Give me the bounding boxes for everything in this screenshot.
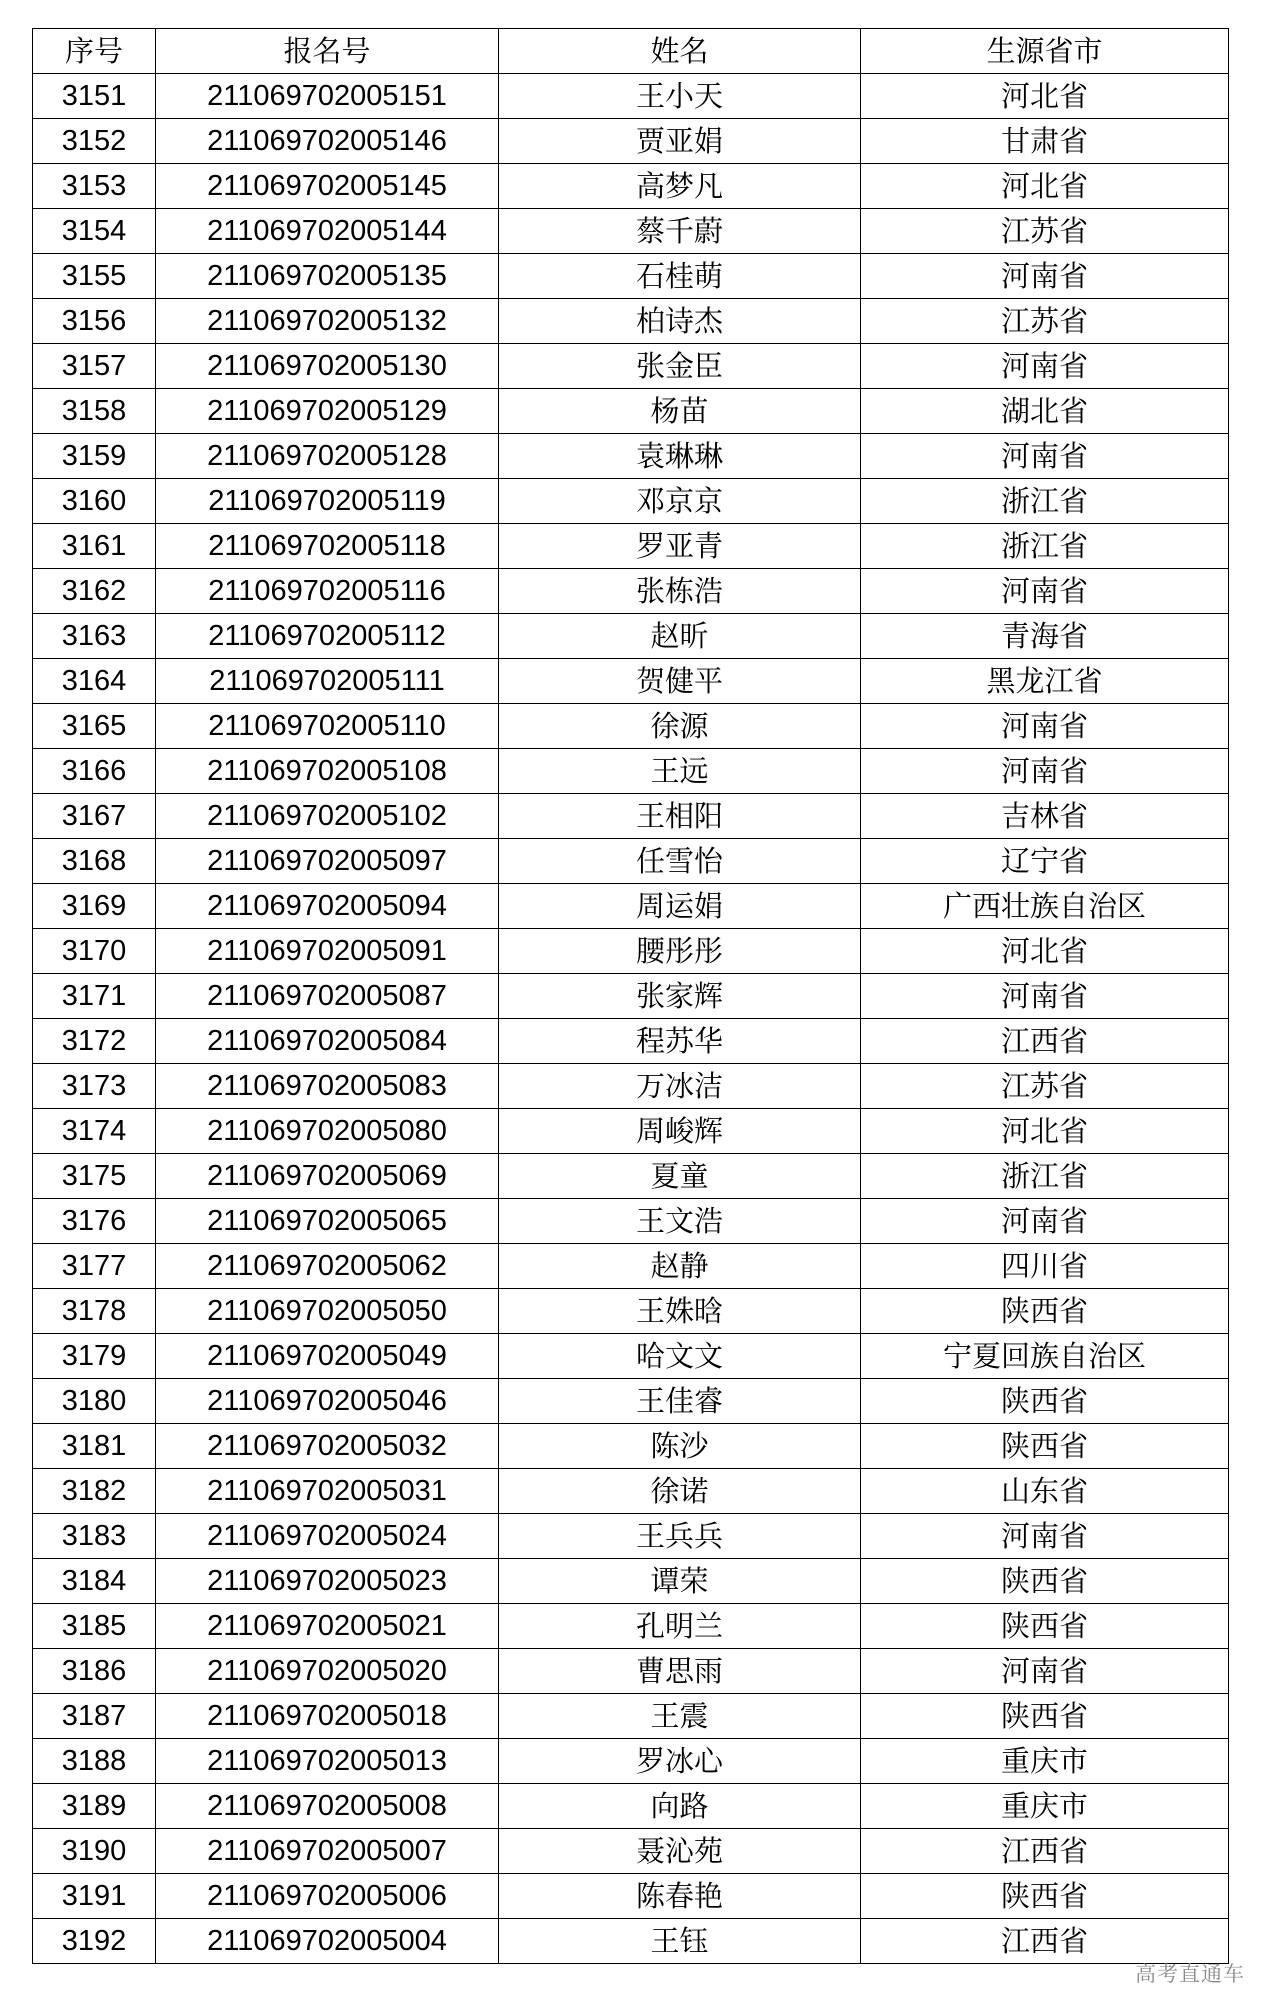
registration-number-cell: 211069702005116 xyxy=(156,569,499,614)
origin-province-cell: 河北省 xyxy=(861,74,1229,119)
registration-number-cell: 211069702005084 xyxy=(156,1019,499,1064)
roster-table xyxy=(32,28,1229,1964)
registration-number-cell: 211069702005151 xyxy=(156,74,499,119)
table-row xyxy=(33,1154,1229,1199)
origin-province-cell: 青海省 xyxy=(861,614,1229,659)
origin-province-cell: 四川省 xyxy=(861,1244,1229,1289)
serial-cell: 3162 xyxy=(33,569,156,614)
serial-cell: 3186 xyxy=(33,1649,156,1694)
table-row xyxy=(33,74,1229,119)
origin-province-cell: 辽宁省 xyxy=(861,839,1229,884)
registration-number-cell: 211069702005091 xyxy=(156,929,499,974)
origin-province-cell: 河南省 xyxy=(861,704,1229,749)
origin-province-cell: 陕西省 xyxy=(861,1289,1229,1334)
origin-province-cell: 江苏省 xyxy=(861,209,1229,254)
serial-cell: 3174 xyxy=(33,1109,156,1154)
registration-number-cell: 211069702005020 xyxy=(156,1649,499,1694)
serial-cell: 3171 xyxy=(33,974,156,1019)
origin-province-cell: 江苏省 xyxy=(861,1064,1229,1109)
name-cell: 王文浩 xyxy=(499,1199,861,1244)
serial-cell: 3164 xyxy=(33,659,156,704)
table-row xyxy=(33,1334,1229,1379)
table-row xyxy=(33,1469,1229,1514)
name-cell: 袁琳琳 xyxy=(499,434,861,479)
registration-number-cell: 211069702005146 xyxy=(156,119,499,164)
registration-number-cell: 211069702005050 xyxy=(156,1289,499,1334)
serial-cell: 3170 xyxy=(33,929,156,974)
origin-province-cell: 河北省 xyxy=(861,1109,1229,1154)
registration-number-cell: 211069702005102 xyxy=(156,794,499,839)
table-row xyxy=(33,1064,1229,1109)
serial-cell: 3153 xyxy=(33,164,156,209)
name-cell: 任雪怡 xyxy=(499,839,861,884)
table-row xyxy=(33,929,1229,974)
table-row xyxy=(33,1649,1229,1694)
registration-number-cell: 211069702005097 xyxy=(156,839,499,884)
name-cell: 向路 xyxy=(499,1784,861,1829)
name-cell: 王钰 xyxy=(499,1919,861,1964)
origin-province-cell: 江西省 xyxy=(861,1829,1229,1874)
registration-number-cell: 211069702005130 xyxy=(156,344,499,389)
name-cell: 邓京京 xyxy=(499,479,861,524)
registration-number-cell: 211069702005032 xyxy=(156,1424,499,1469)
registration-number-cell: 211069702005083 xyxy=(156,1064,499,1109)
serial-cell: 3184 xyxy=(33,1559,156,1604)
registration-number-cell: 211069702005065 xyxy=(156,1199,499,1244)
serial-cell: 3168 xyxy=(33,839,156,884)
name-cell: 杨苗 xyxy=(499,389,861,434)
origin-province-cell: 浙江省 xyxy=(861,1154,1229,1199)
serial-cell: 3154 xyxy=(33,209,156,254)
name-cell: 王兵兵 xyxy=(499,1514,861,1559)
origin-province-cell: 重庆市 xyxy=(861,1784,1229,1829)
header-registration-number: 报名号 xyxy=(156,29,499,74)
serial-cell: 3156 xyxy=(33,299,156,344)
name-cell: 王远 xyxy=(499,749,861,794)
serial-cell: 3152 xyxy=(33,119,156,164)
serial-cell: 3178 xyxy=(33,1289,156,1334)
registration-number-cell: 211069702005023 xyxy=(156,1559,499,1604)
table-row xyxy=(33,1109,1229,1154)
registration-number-cell: 211069702005062 xyxy=(156,1244,499,1289)
serial-cell: 3160 xyxy=(33,479,156,524)
serial-cell: 3179 xyxy=(33,1334,156,1379)
name-cell: 万冰洁 xyxy=(499,1064,861,1109)
document-sheet xyxy=(32,28,1228,1964)
serial-cell: 3159 xyxy=(33,434,156,479)
registration-number-cell: 211069702005108 xyxy=(156,749,499,794)
serial-cell: 3188 xyxy=(33,1739,156,1784)
origin-province-cell: 陕西省 xyxy=(861,1379,1229,1424)
registration-number-cell: 211069702005021 xyxy=(156,1604,499,1649)
origin-province-cell: 陕西省 xyxy=(861,1424,1229,1469)
table-row xyxy=(33,1559,1229,1604)
header-serial: 序号 xyxy=(33,29,156,74)
name-cell: 王震 xyxy=(499,1694,861,1739)
table-row xyxy=(33,569,1229,614)
registration-number-cell: 211069702005128 xyxy=(156,434,499,479)
origin-province-cell: 山东省 xyxy=(861,1469,1229,1514)
table-row xyxy=(33,884,1229,929)
origin-province-cell: 河南省 xyxy=(861,749,1229,794)
serial-cell: 3183 xyxy=(33,1514,156,1559)
name-cell: 徐诺 xyxy=(499,1469,861,1514)
serial-cell: 3175 xyxy=(33,1154,156,1199)
name-cell: 高梦凡 xyxy=(499,164,861,209)
table-row xyxy=(33,1784,1229,1829)
name-cell: 腰彤彤 xyxy=(499,929,861,974)
origin-province-cell: 甘肃省 xyxy=(861,119,1229,164)
table-row xyxy=(33,794,1229,839)
table-row xyxy=(33,344,1229,389)
table-row xyxy=(33,1244,1229,1289)
name-cell: 周运娟 xyxy=(499,884,861,929)
registration-number-cell: 211069702005132 xyxy=(156,299,499,344)
name-cell: 陈春艳 xyxy=(499,1874,861,1919)
registration-number-cell: 211069702005007 xyxy=(156,1829,499,1874)
table-row xyxy=(33,479,1229,524)
origin-province-cell: 陕西省 xyxy=(861,1874,1229,1919)
registration-number-cell: 211069702005129 xyxy=(156,389,499,434)
registration-number-cell: 211069702005094 xyxy=(156,884,499,929)
origin-province-cell: 河南省 xyxy=(861,1649,1229,1694)
registration-number-cell: 211069702005112 xyxy=(156,614,499,659)
registration-number-cell: 211069702005069 xyxy=(156,1154,499,1199)
table-row xyxy=(33,1199,1229,1244)
table-row xyxy=(33,1829,1229,1874)
table-row xyxy=(33,1874,1229,1919)
origin-province-cell: 江苏省 xyxy=(861,299,1229,344)
origin-province-cell: 浙江省 xyxy=(861,524,1229,569)
origin-province-cell: 河南省 xyxy=(861,1514,1229,1559)
origin-province-cell: 河南省 xyxy=(861,254,1229,299)
registration-number-cell: 211069702005006 xyxy=(156,1874,499,1919)
name-cell: 石桂萌 xyxy=(499,254,861,299)
registration-number-cell: 211069702005024 xyxy=(156,1514,499,1559)
origin-province-cell: 河南省 xyxy=(861,569,1229,614)
name-cell: 贺健平 xyxy=(499,659,861,704)
registration-number-cell: 211069702005087 xyxy=(156,974,499,1019)
serial-cell: 3157 xyxy=(33,344,156,389)
registration-number-cell: 211069702005004 xyxy=(156,1919,499,1964)
origin-province-cell: 河南省 xyxy=(861,344,1229,389)
table-row xyxy=(33,1514,1229,1559)
table-row xyxy=(33,704,1229,749)
registration-number-cell: 211069702005013 xyxy=(156,1739,499,1784)
serial-cell: 3182 xyxy=(33,1469,156,1514)
registration-number-cell: 211069702005110 xyxy=(156,704,499,749)
serial-cell: 3169 xyxy=(33,884,156,929)
name-cell: 张栋浩 xyxy=(499,569,861,614)
table-row xyxy=(33,299,1229,344)
name-cell: 哈文文 xyxy=(499,1334,861,1379)
serial-cell: 3155 xyxy=(33,254,156,299)
table-header-row xyxy=(33,29,1229,74)
origin-province-cell: 河南省 xyxy=(861,1199,1229,1244)
origin-province-cell: 广西壮族自治区 xyxy=(861,884,1229,929)
name-cell: 蔡千蔚 xyxy=(499,209,861,254)
origin-province-cell: 重庆市 xyxy=(861,1739,1229,1784)
registration-number-cell: 211069702005144 xyxy=(156,209,499,254)
header-name: 姓名 xyxy=(499,29,861,74)
origin-province-cell: 江西省 xyxy=(861,1019,1229,1064)
origin-province-cell: 江西省 xyxy=(861,1919,1229,1964)
table-row xyxy=(33,659,1229,704)
serial-cell: 3192 xyxy=(33,1919,156,1964)
name-cell: 孔明兰 xyxy=(499,1604,861,1649)
name-cell: 周峻辉 xyxy=(499,1109,861,1154)
serial-cell: 3176 xyxy=(33,1199,156,1244)
table-body xyxy=(33,74,1229,1964)
registration-number-cell: 211069702005049 xyxy=(156,1334,499,1379)
table-row xyxy=(33,524,1229,569)
table-row xyxy=(33,1424,1229,1469)
name-cell: 赵昕 xyxy=(499,614,861,659)
table-row xyxy=(33,974,1229,1019)
name-cell: 曹思雨 xyxy=(499,1649,861,1694)
name-cell: 夏童 xyxy=(499,1154,861,1199)
origin-province-cell: 河南省 xyxy=(861,974,1229,1019)
table-row xyxy=(33,1289,1229,1334)
registration-number-cell: 211069702005031 xyxy=(156,1469,499,1514)
serial-cell: 3167 xyxy=(33,794,156,839)
serial-cell: 3158 xyxy=(33,389,156,434)
table-row xyxy=(33,389,1229,434)
table-row xyxy=(33,254,1229,299)
origin-province-cell: 湖北省 xyxy=(861,389,1229,434)
serial-cell: 3173 xyxy=(33,1064,156,1109)
serial-cell: 3185 xyxy=(33,1604,156,1649)
name-cell: 赵静 xyxy=(499,1244,861,1289)
table-row xyxy=(33,614,1229,659)
registration-number-cell: 211069702005080 xyxy=(156,1109,499,1154)
header-origin-province: 生源省市 xyxy=(861,29,1229,74)
origin-province-cell: 河南省 xyxy=(861,434,1229,479)
registration-number-cell: 211069702005046 xyxy=(156,1379,499,1424)
table-row xyxy=(33,749,1229,794)
serial-cell: 3180 xyxy=(33,1379,156,1424)
serial-cell: 3165 xyxy=(33,704,156,749)
table-row xyxy=(33,1919,1229,1964)
origin-province-cell: 吉林省 xyxy=(861,794,1229,839)
name-cell: 徐源 xyxy=(499,704,861,749)
name-cell: 王小天 xyxy=(499,74,861,119)
serial-cell: 3163 xyxy=(33,614,156,659)
table-row xyxy=(33,164,1229,209)
table-row xyxy=(33,1379,1229,1424)
serial-cell: 3151 xyxy=(33,74,156,119)
name-cell: 谭荣 xyxy=(499,1559,861,1604)
name-cell: 柏诗杰 xyxy=(499,299,861,344)
name-cell: 张金臣 xyxy=(499,344,861,389)
name-cell: 罗亚青 xyxy=(499,524,861,569)
name-cell: 王姝晗 xyxy=(499,1289,861,1334)
table-row xyxy=(33,209,1229,254)
watermark: 高考直通车 xyxy=(1135,1962,1245,1986)
table-row xyxy=(33,1694,1229,1739)
serial-cell: 3189 xyxy=(33,1784,156,1829)
origin-province-cell: 河北省 xyxy=(861,164,1229,209)
registration-number-cell: 211069702005145 xyxy=(156,164,499,209)
origin-province-cell: 浙江省 xyxy=(861,479,1229,524)
table-row xyxy=(33,1604,1229,1649)
serial-cell: 3190 xyxy=(33,1829,156,1874)
registration-number-cell: 211069702005008 xyxy=(156,1784,499,1829)
serial-cell: 3177 xyxy=(33,1244,156,1289)
name-cell: 王相阳 xyxy=(499,794,861,839)
registration-number-cell: 211069702005111 xyxy=(156,659,499,704)
origin-province-cell: 陕西省 xyxy=(861,1604,1229,1649)
origin-province-cell: 陕西省 xyxy=(861,1559,1229,1604)
table-row xyxy=(33,434,1229,479)
serial-cell: 3181 xyxy=(33,1424,156,1469)
serial-cell: 3166 xyxy=(33,749,156,794)
registration-number-cell: 211069702005119 xyxy=(156,479,499,524)
name-cell: 罗冰心 xyxy=(499,1739,861,1784)
registration-number-cell: 211069702005118 xyxy=(156,524,499,569)
table-row xyxy=(33,1739,1229,1784)
name-cell: 陈沙 xyxy=(499,1424,861,1469)
serial-cell: 3161 xyxy=(33,524,156,569)
origin-province-cell: 河北省 xyxy=(861,929,1229,974)
serial-cell: 3187 xyxy=(33,1694,156,1739)
origin-province-cell: 黑龙江省 xyxy=(861,659,1229,704)
serial-cell: 3172 xyxy=(33,1019,156,1064)
table-row xyxy=(33,1019,1229,1064)
name-cell: 王佳睿 xyxy=(499,1379,861,1424)
name-cell: 贾亚娟 xyxy=(499,119,861,164)
origin-province-cell: 宁夏回族自治区 xyxy=(861,1334,1229,1379)
registration-number-cell: 211069702005018 xyxy=(156,1694,499,1739)
table-row xyxy=(33,839,1229,884)
table-row xyxy=(33,119,1229,164)
name-cell: 张家辉 xyxy=(499,974,861,1019)
serial-cell: 3191 xyxy=(33,1874,156,1919)
registration-number-cell: 211069702005135 xyxy=(156,254,499,299)
origin-province-cell: 陕西省 xyxy=(861,1694,1229,1739)
name-cell: 聂沁苑 xyxy=(499,1829,861,1874)
name-cell: 程苏华 xyxy=(499,1019,861,1064)
